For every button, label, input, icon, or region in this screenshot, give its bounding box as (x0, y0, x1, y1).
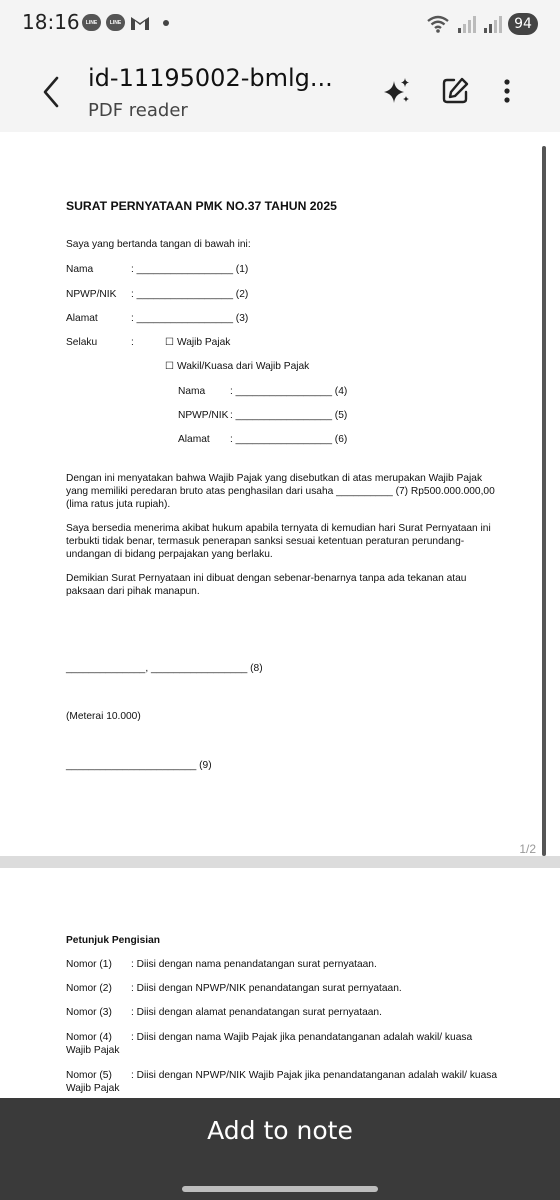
pdf-page-2 (0, 868, 560, 1098)
status-time: 18:16 (22, 10, 80, 34)
signal-icon-2 (482, 14, 502, 34)
instruction-label: Nomor (2) (66, 983, 112, 994)
more-notifications-dot (163, 20, 169, 26)
app-header (0, 52, 560, 132)
selaku-colon: : (131, 337, 134, 348)
sparkle-icon (382, 76, 412, 106)
page-separator (0, 856, 560, 868)
subfield-label: Nama (178, 386, 206, 397)
add-to-note-button[interactable]: Add to note (207, 1116, 353, 1145)
ai-assist-button[interactable] (380, 74, 414, 108)
option-wajib-pajak: ☐ Wajib Pajak (165, 337, 231, 348)
document-title: id-11195002-bmlg... (88, 64, 333, 92)
instruction-text: : Diisi dengan alamat penandatangan surat pernyataan. (131, 1007, 382, 1018)
line-icon-label: LINE (85, 19, 98, 26)
notification-icons (82, 14, 169, 31)
wifi-icon (426, 14, 450, 34)
statement-paragraph-1: Dengan ini menyatakan bahwa Wajib Pajak yang disebutkan di atas merupakan Wajib Pajak yang memiliki peredaran bruto atas penghasilan dari usaha __________ (7) Rp500.000.000,00 (lima ratus juta rupiah). (66, 473, 495, 510)
meterai-note: (Meterai 10.000) (66, 711, 141, 722)
instruction-continuation: Wajib Pajak (66, 1083, 120, 1094)
more-options-button[interactable] (490, 74, 524, 108)
subfield-label: NPWP/NIK (178, 410, 229, 421)
instruction-text: : Diisi dengan NPWP/NIK Wajib Pajak jika penandatanganan adalah wakil/ kuasa (131, 1070, 498, 1081)
gmail-icon (130, 15, 150, 31)
instruction-label: Nomor (3) (66, 1007, 112, 1018)
back-arrow-icon (42, 76, 60, 108)
status-bar (0, 0, 560, 52)
instruction-label: Nomor (5) (66, 1070, 112, 1081)
instruction-label: Nomor (1) (66, 959, 112, 970)
system-icons (426, 13, 538, 35)
battery-indicator: 94 (508, 13, 538, 35)
instruction-continuation: Wajib Pajak (66, 1045, 120, 1056)
line-app-icon (106, 14, 125, 31)
subfield-value: : _________________ (5) (230, 410, 348, 421)
instruction-text: : Diisi dengan nama penandatangan surat pernyataan. (131, 959, 377, 970)
field-label: NPWP/NIK (66, 289, 117, 300)
statement-paragraph-2: Saya bersedia menerima akibat hukum apabila ternyata di kemudian hari Surat Pernyataan ini terbukti tidak benar, termasuk penerapan sanksi sesuai ketentuan peraturan perundang-undangan di bidang perpajakan yang berlaku. (66, 523, 491, 560)
back-button[interactable] (36, 72, 66, 112)
page-indicator: 1/2 (519, 842, 536, 856)
instruction-text: : Diisi dengan nama Wajib Pajak jika penandatanganan adalah wakil/ kuasa (131, 1032, 473, 1043)
bottom-action-bar (0, 1098, 560, 1200)
intro-text: Saya yang bertanda tangan di bawah ini: (66, 239, 251, 250)
place-date-line: ______________, _________________ (8) (66, 663, 263, 674)
signal-icon-1 (456, 14, 476, 34)
instructions-heading: Petunjuk Pengisian (66, 935, 160, 946)
edit-icon (440, 76, 470, 106)
instruction-label: Nomor (4) (66, 1032, 112, 1043)
instruction-text: : Diisi dengan NPWP/NIK penandatangan surat pernyataan. (131, 983, 402, 994)
more-vertical-icon (502, 76, 512, 106)
edit-button[interactable] (438, 74, 472, 108)
subfield-value: : _________________ (6) (230, 434, 348, 445)
scrollbar[interactable] (542, 146, 546, 856)
document-heading: SURAT PERNYATAAN PMK NO.37 TAHUN 2025 (66, 199, 337, 213)
field-value: : _________________ (3) (131, 313, 249, 324)
home-indicator[interactable] (182, 1186, 378, 1192)
statement-paragraph-3: Demikian Surat Pernyataan ini dibuat dengan sebenar-benarnya tanpa ada tekanan atau paksaan dari pihak manapun. (66, 573, 467, 597)
line-app-icon (82, 14, 101, 31)
selaku-label: Selaku (66, 337, 98, 348)
pdf-viewer[interactable] (0, 132, 560, 1098)
pdf-page-1 (0, 132, 560, 856)
field-label: Nama (66, 264, 94, 275)
field-value: : _________________ (2) (131, 289, 249, 300)
option-wakil-kuasa: ☐ Wakil/Kuasa dari Wajib Pajak (165, 361, 310, 372)
signature-line: _______________________ (9) (66, 760, 212, 771)
document-subtitle: PDF reader (88, 100, 188, 121)
line-icon-label: LINE (109, 19, 122, 26)
subfield-label: Alamat (178, 434, 210, 445)
field-value: : _________________ (1) (131, 264, 249, 275)
subfield-value: : _________________ (4) (230, 386, 348, 397)
field-label: Alamat (66, 313, 98, 324)
